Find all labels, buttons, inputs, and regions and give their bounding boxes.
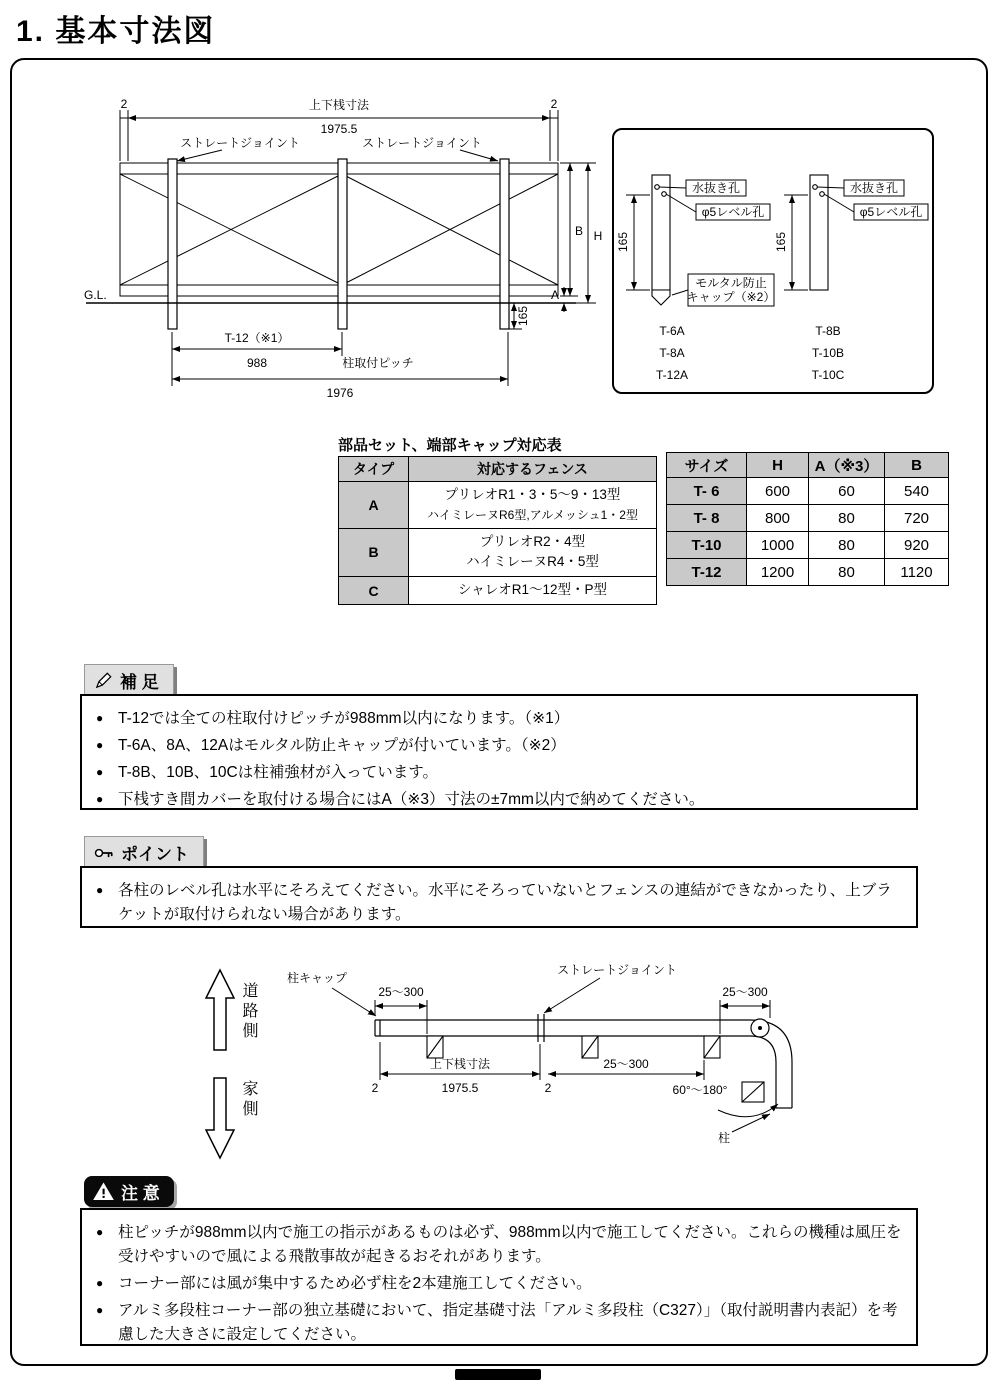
type-c: C: [339, 577, 409, 605]
col-header-a: A（※3）: [809, 453, 885, 478]
plan-span-label: 上下桟寸法: [429, 1057, 491, 1071]
plan-dim-left: 25〜300: [378, 985, 424, 999]
size-a: 80: [809, 505, 885, 532]
size-name: T-12: [667, 559, 747, 586]
t12-pitch-label: T-12（※1）: [224, 331, 290, 345]
col-header-b: B: [885, 453, 949, 478]
dimension-lines-bottom: [172, 332, 508, 386]
col-header-h: H: [747, 453, 809, 478]
supplement-item: ● T-6A、8A、12Aはモルタル防止キャップが付いています。（※2）: [96, 734, 902, 758]
supplement-tag-label: 補 足: [120, 673, 159, 692]
size-h: 1200: [747, 559, 809, 586]
size-row-t6: [667, 478, 949, 505]
size-name: T- 8: [667, 505, 747, 532]
plan-post-label: 柱: [717, 1131, 731, 1145]
supplement-item: ● T-12では全ての柱取付けピッチが988mm以内になります。（※1）: [96, 707, 902, 731]
level-hole-label-left: φ5レベル孔: [701, 205, 765, 219]
plan-diagram: [180, 958, 840, 1173]
model-t10b: T-10B: [811, 346, 845, 360]
supplement-tag: [84, 664, 174, 697]
key-icon: [94, 845, 114, 861]
size-table-header-row: [667, 453, 949, 478]
dim-1976: 1976: [326, 386, 354, 400]
right-post-dimensions: [784, 180, 928, 290]
post-plain: [810, 175, 828, 290]
gl-label: G.L.: [84, 288, 107, 302]
pencil-icon: [94, 671, 113, 690]
model-t6a: T-6A: [659, 324, 685, 338]
supplement-item: ● 下桟すき間カバーを取付ける場合にはA（※3）寸法の±7mm以内で納めてください。: [96, 788, 902, 812]
model-t12a: T-12A: [655, 368, 689, 382]
size-h: 800: [747, 505, 809, 532]
size-b: 540: [885, 478, 949, 505]
mortar-cap-label-2: キャップ（※2）: [686, 290, 776, 304]
dim-165-label: 165: [516, 305, 530, 327]
fence-line: シャレオR1〜12型・P型: [457, 582, 607, 598]
house-side-label: 家側: [240, 1080, 257, 1120]
joint-label-left: ストレートジョイント: [180, 136, 300, 150]
parts-row-b: [339, 528, 657, 577]
detail-dim-165-right: 165: [774, 231, 788, 253]
dim-2-left: 2: [120, 97, 128, 111]
parts-table-title: 部品セット、端部キャップ対応表: [338, 437, 562, 454]
fence-line: プリレオR2・4型: [479, 533, 586, 549]
page-title: 1. 基本寸法図: [16, 15, 216, 48]
warning-triangle-icon: [93, 1182, 114, 1201]
road-side-arrow: [206, 970, 234, 1050]
plan-dim-2-left: 2: [371, 1081, 379, 1095]
dim-h-label: H: [593, 229, 603, 243]
point-text: ● 各柱のレベル孔は水平にそろえてください。水平にそろっていないとフェンスの連結ができなかったり、上ブラケットが取付けられない場合があります。: [96, 879, 902, 927]
plan-joint-label: ストレートジョイント: [557, 963, 677, 977]
type-a: A: [339, 482, 409, 529]
caution-tag: [84, 1176, 174, 1207]
top-dim-label: 上下桟寸法: [308, 98, 370, 112]
parts-row-c: [339, 577, 657, 605]
size-b: 920: [885, 532, 949, 559]
dimension-lines-right: [504, 163, 596, 329]
caution-item: ● コーナー部には風が集中するため必ず柱を2本建施工してください。: [96, 1272, 902, 1296]
parts-table: [338, 456, 657, 605]
caution-tag-label: 注 意: [121, 1184, 160, 1203]
type-b: B: [339, 528, 409, 577]
elevation-drawing: [70, 88, 610, 418]
col-header-fence: 対応するフェンス: [409, 457, 657, 482]
plan-drawing: [180, 958, 840, 1173]
fences-c: [409, 577, 657, 605]
supplement-item: ● T-8B、10B、10Cは柱補強材が入っています。: [96, 761, 902, 785]
caution-box: [80, 1208, 918, 1346]
fences-a: [409, 482, 657, 529]
mortar-cap-label-1: モルタル防止: [695, 276, 767, 290]
size-row-t8: [667, 505, 949, 532]
joint-label-right: ストレートジョイント: [362, 136, 482, 150]
post-pitch-label: 柱取付ピッチ: [342, 356, 414, 370]
plan-dim-bottom: 25〜300: [603, 1057, 649, 1071]
size-h: 600: [747, 478, 809, 505]
size-a: 60: [809, 478, 885, 505]
fence-line: プリレオR1・3・5〜9・13型: [444, 487, 621, 502]
point-tag-label: ポイント: [121, 845, 189, 864]
road-side-label: 道路側: [240, 982, 257, 1042]
parts-table-header-row: [339, 457, 657, 482]
size-name: T- 6: [667, 478, 747, 505]
detail-dim-165-left: 165: [616, 231, 630, 253]
size-row-t12: [667, 559, 949, 586]
model-t10c: T-10C: [811, 368, 845, 382]
caution-item: ● 柱ピッチが988mm以内で施工の指示があるものは必ず、988mm以内で施工してください。これらの機種は風圧を受けやすいので風による飛散事故が起きるおそれがあります。: [96, 1221, 902, 1269]
drain-hole-label-left: 水抜き孔: [691, 181, 741, 195]
size-name: T-10: [667, 532, 747, 559]
dim-a-label: A: [550, 288, 560, 302]
parts-row-a: [339, 482, 657, 529]
dim-2-right: 2: [550, 97, 558, 111]
fence-line: ハイミレーヌR4・5型: [466, 554, 599, 570]
fence-line: ハイミレーヌR6型,アルメッシュ1・2型: [427, 507, 638, 522]
plan-dim-2-right: 2: [544, 1081, 552, 1095]
supplement-box: [80, 694, 918, 810]
size-b: 1120: [885, 559, 949, 586]
caution-item: ● アルミ多段柱コーナー部の独立基礎において、指定基礎寸法「アルミ多段柱（C327）」（取付説明書内表記）を考慮した大きさに設定してください。: [96, 1299, 902, 1347]
top-dim-value: 1975.5: [320, 122, 358, 136]
plan-angle-label: 60°〜180°: [672, 1083, 728, 1097]
house-side-arrow: [206, 1078, 234, 1158]
col-header-type: タイプ: [339, 457, 409, 482]
plan-span-value: 1975.5: [441, 1081, 479, 1095]
level-hole-label-right: φ5レベル孔: [859, 205, 923, 219]
fences-b: [409, 528, 657, 577]
dim-b-label: B: [574, 224, 584, 238]
post-detail-box: [612, 128, 934, 394]
size-row-t10: [667, 532, 949, 559]
point-tag: [84, 836, 204, 869]
drain-hole-label-right: 水抜き孔: [849, 181, 899, 195]
plan-dim-right: 25〜300: [722, 985, 768, 999]
size-table: [666, 452, 949, 586]
model-t8a: T-8A: [659, 346, 685, 360]
size-a: 80: [809, 559, 885, 586]
model-t8b: T-8B: [815, 324, 841, 338]
col-header-size: サイズ: [667, 453, 747, 478]
dim-988: 988: [246, 356, 268, 370]
size-a: 80: [809, 532, 885, 559]
size-h: 1000: [747, 532, 809, 559]
post-detail-drawing: [614, 130, 932, 392]
post-cap-label: 柱キャップ: [286, 971, 348, 985]
footer-badge: [455, 1369, 541, 1380]
size-b: 720: [885, 505, 949, 532]
point-box: [80, 866, 918, 928]
